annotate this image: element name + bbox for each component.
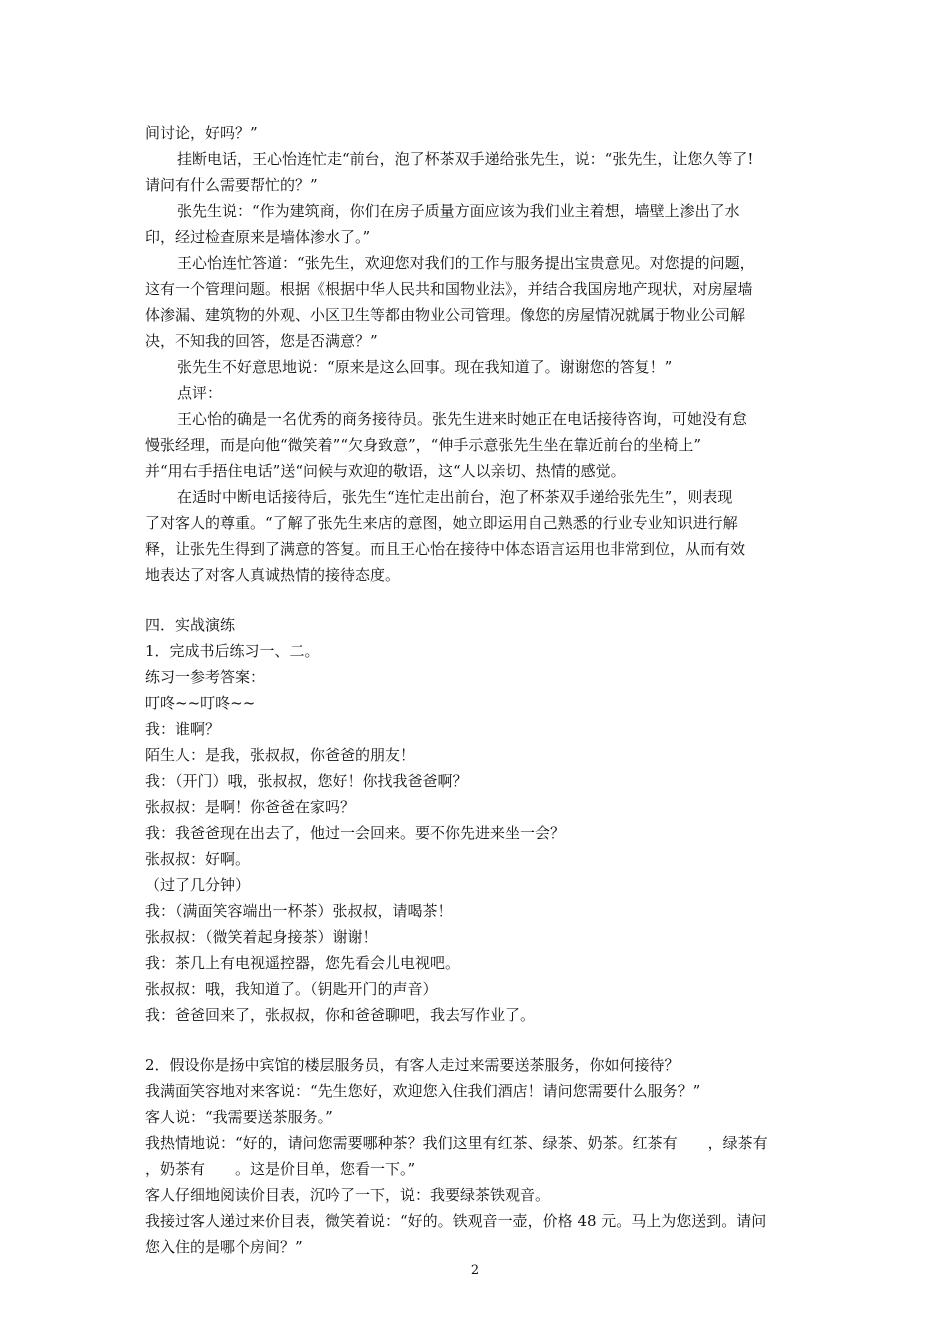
dialogue-line: 张叔叔：好啊。: [145, 850, 251, 868]
section-heading: 四．实战演练: [145, 616, 236, 634]
dialogue-line: ，奶茶有 。这是价目单，您看一下。”: [145, 1160, 416, 1178]
paragraph-line: 了对客人的尊重。“了解了张先生来店的意图，她立即运用自己熟悉的行业专业知识进行解: [145, 514, 738, 532]
page-number: 2: [470, 1263, 480, 1278]
dialogue-line: 客人说：“我需要送茶服务。”: [145, 1108, 333, 1126]
paragraph-line: 点评：: [177, 384, 223, 402]
paragraph-line: 张先生不好意思地说：“原来是这么回事。现在我知道了。谢谢您的答复！”: [177, 358, 673, 376]
paragraph-line: 请问有什么需要帮忙的？”: [145, 176, 318, 194]
dialogue-line: 我热情地说：“好的，请问您需要哪种茶？我们这里有红茶、绿茶、奶茶。红茶有 ，绿茶有: [145, 1134, 768, 1152]
dialogue-line: （过了几分钟）: [145, 876, 251, 894]
dialogue-line: 张叔叔：（微笑着起身接茶）谢谢！: [145, 928, 378, 946]
paragraph-line: 这有一个管理问题。根据《根据中华人民共和国物业法》，并结合我国房地产现状，对房屋墙: [145, 280, 753, 298]
dialogue-line: 我满面笑容地对来客说：“先生您好，欢迎您入住我们酒店！请问您需要什么服务？”: [145, 1082, 701, 1100]
paragraph-line: 王心怡的确是一名优秀的商务接待员。张先生进来时她正在电话接待咨询，可她没有怠: [177, 410, 748, 428]
paragraph-line: 地表达了对客人真诚热情的接待态度。: [145, 566, 401, 584]
dialogue-line: 张叔叔：是啊！你爸爸在家吗？: [145, 798, 356, 816]
paragraph-line: 释，让张先生得到了满意的答复。而且王心怡在接待中体态语言运用也非常到位，从而有效: [145, 540, 746, 558]
dialogue-line: 我接过客人递过来价目表，微笑着说：“好的。铁观音一壶，价格 48 元。马上为您送到。请问: [145, 1212, 767, 1230]
dialogue-line: 陌生人：是我，张叔叔，你爸爸的朋友！: [145, 746, 416, 764]
paragraph-line: 间讨论，好吗？”: [145, 124, 258, 142]
dialogue-line: 张叔叔：哦，我知道了。（钥匙开门的声音）: [145, 980, 438, 998]
dialogue-line: 我：（开门）哦，张叔叔，您好！你找我爸爸啊？: [145, 772, 468, 790]
dialogue-line: 我：（满面笑容端出一杯茶）张叔叔，请喝茶！: [145, 902, 453, 920]
paragraph-line: 并“用右手捂住电话”送“问候与欢迎的敬语，这“人以亲切、热情的感觉。: [145, 462, 626, 480]
paragraph-line: 印，经过检查原来是墙体渗水了。”: [145, 228, 371, 246]
dialogue-line: 客人仔细地阅读价目表，沉吟了一下，说：我要绿茶铁观音。: [145, 1186, 551, 1204]
dialogue-line: 我：茶几上有电视遥控器，您先看会儿电视吧。: [145, 954, 461, 972]
dialogue-line: 我：我爸爸现在出去了，他过一会回来。要不你先进来坐一会？: [145, 824, 566, 842]
paragraph-line: 在适时中断电话接待后，张先生“连忙走出前台，泡了杯茶双手递给张先生”，则表现: [177, 488, 733, 506]
paragraph-line: 决，不知我的回答，您是否满意？”: [145, 332, 378, 350]
paragraph-line: 1．完成书后练习一、二。: [145, 642, 320, 660]
paragraph-line: 张先生说：“作为建筑商，你们在房子质量方面应该为我们业主着想，墙壁上渗出了水: [177, 202, 740, 220]
paragraph-line: 练习一参考答案：: [145, 668, 266, 686]
dialogue-line: 我：谁啊？: [145, 720, 221, 738]
dialogue-line: 您入住的是哪个房间？”: [145, 1238, 303, 1256]
dialogue-line: 叮咚~~叮咚~~: [145, 694, 256, 712]
paragraph-line: 王心怡连忙答道：“张先生，欢迎您对我们的工作与服务提出宝贵意见。对您提的问题，: [177, 254, 755, 272]
question-line: 2．假设你是扬中宾馆的楼层服务员，有客人走过来需要送茶服务，你如何接待？: [145, 1056, 680, 1074]
paragraph-line: 慢张经理，而是向他“微笑着”“欠身致意”，“伸手示意张先生坐在靠近前台的坐椅上”: [145, 436, 702, 454]
dialogue-line: 我：爸爸回来了，张叔叔，你和爸爸聊吧，我去写作业了。: [145, 1006, 536, 1024]
paragraph-line: 挂断电话，王心怡连忙走“前台，泡了杯茶双手递给张先生，说：“张先生，让您久等了!: [177, 150, 754, 168]
paragraph-line: 体渗漏、建筑物的外观、小区卫生等都由物业公司管理。像您的房屋情况就属于物业公司解: [145, 306, 746, 324]
